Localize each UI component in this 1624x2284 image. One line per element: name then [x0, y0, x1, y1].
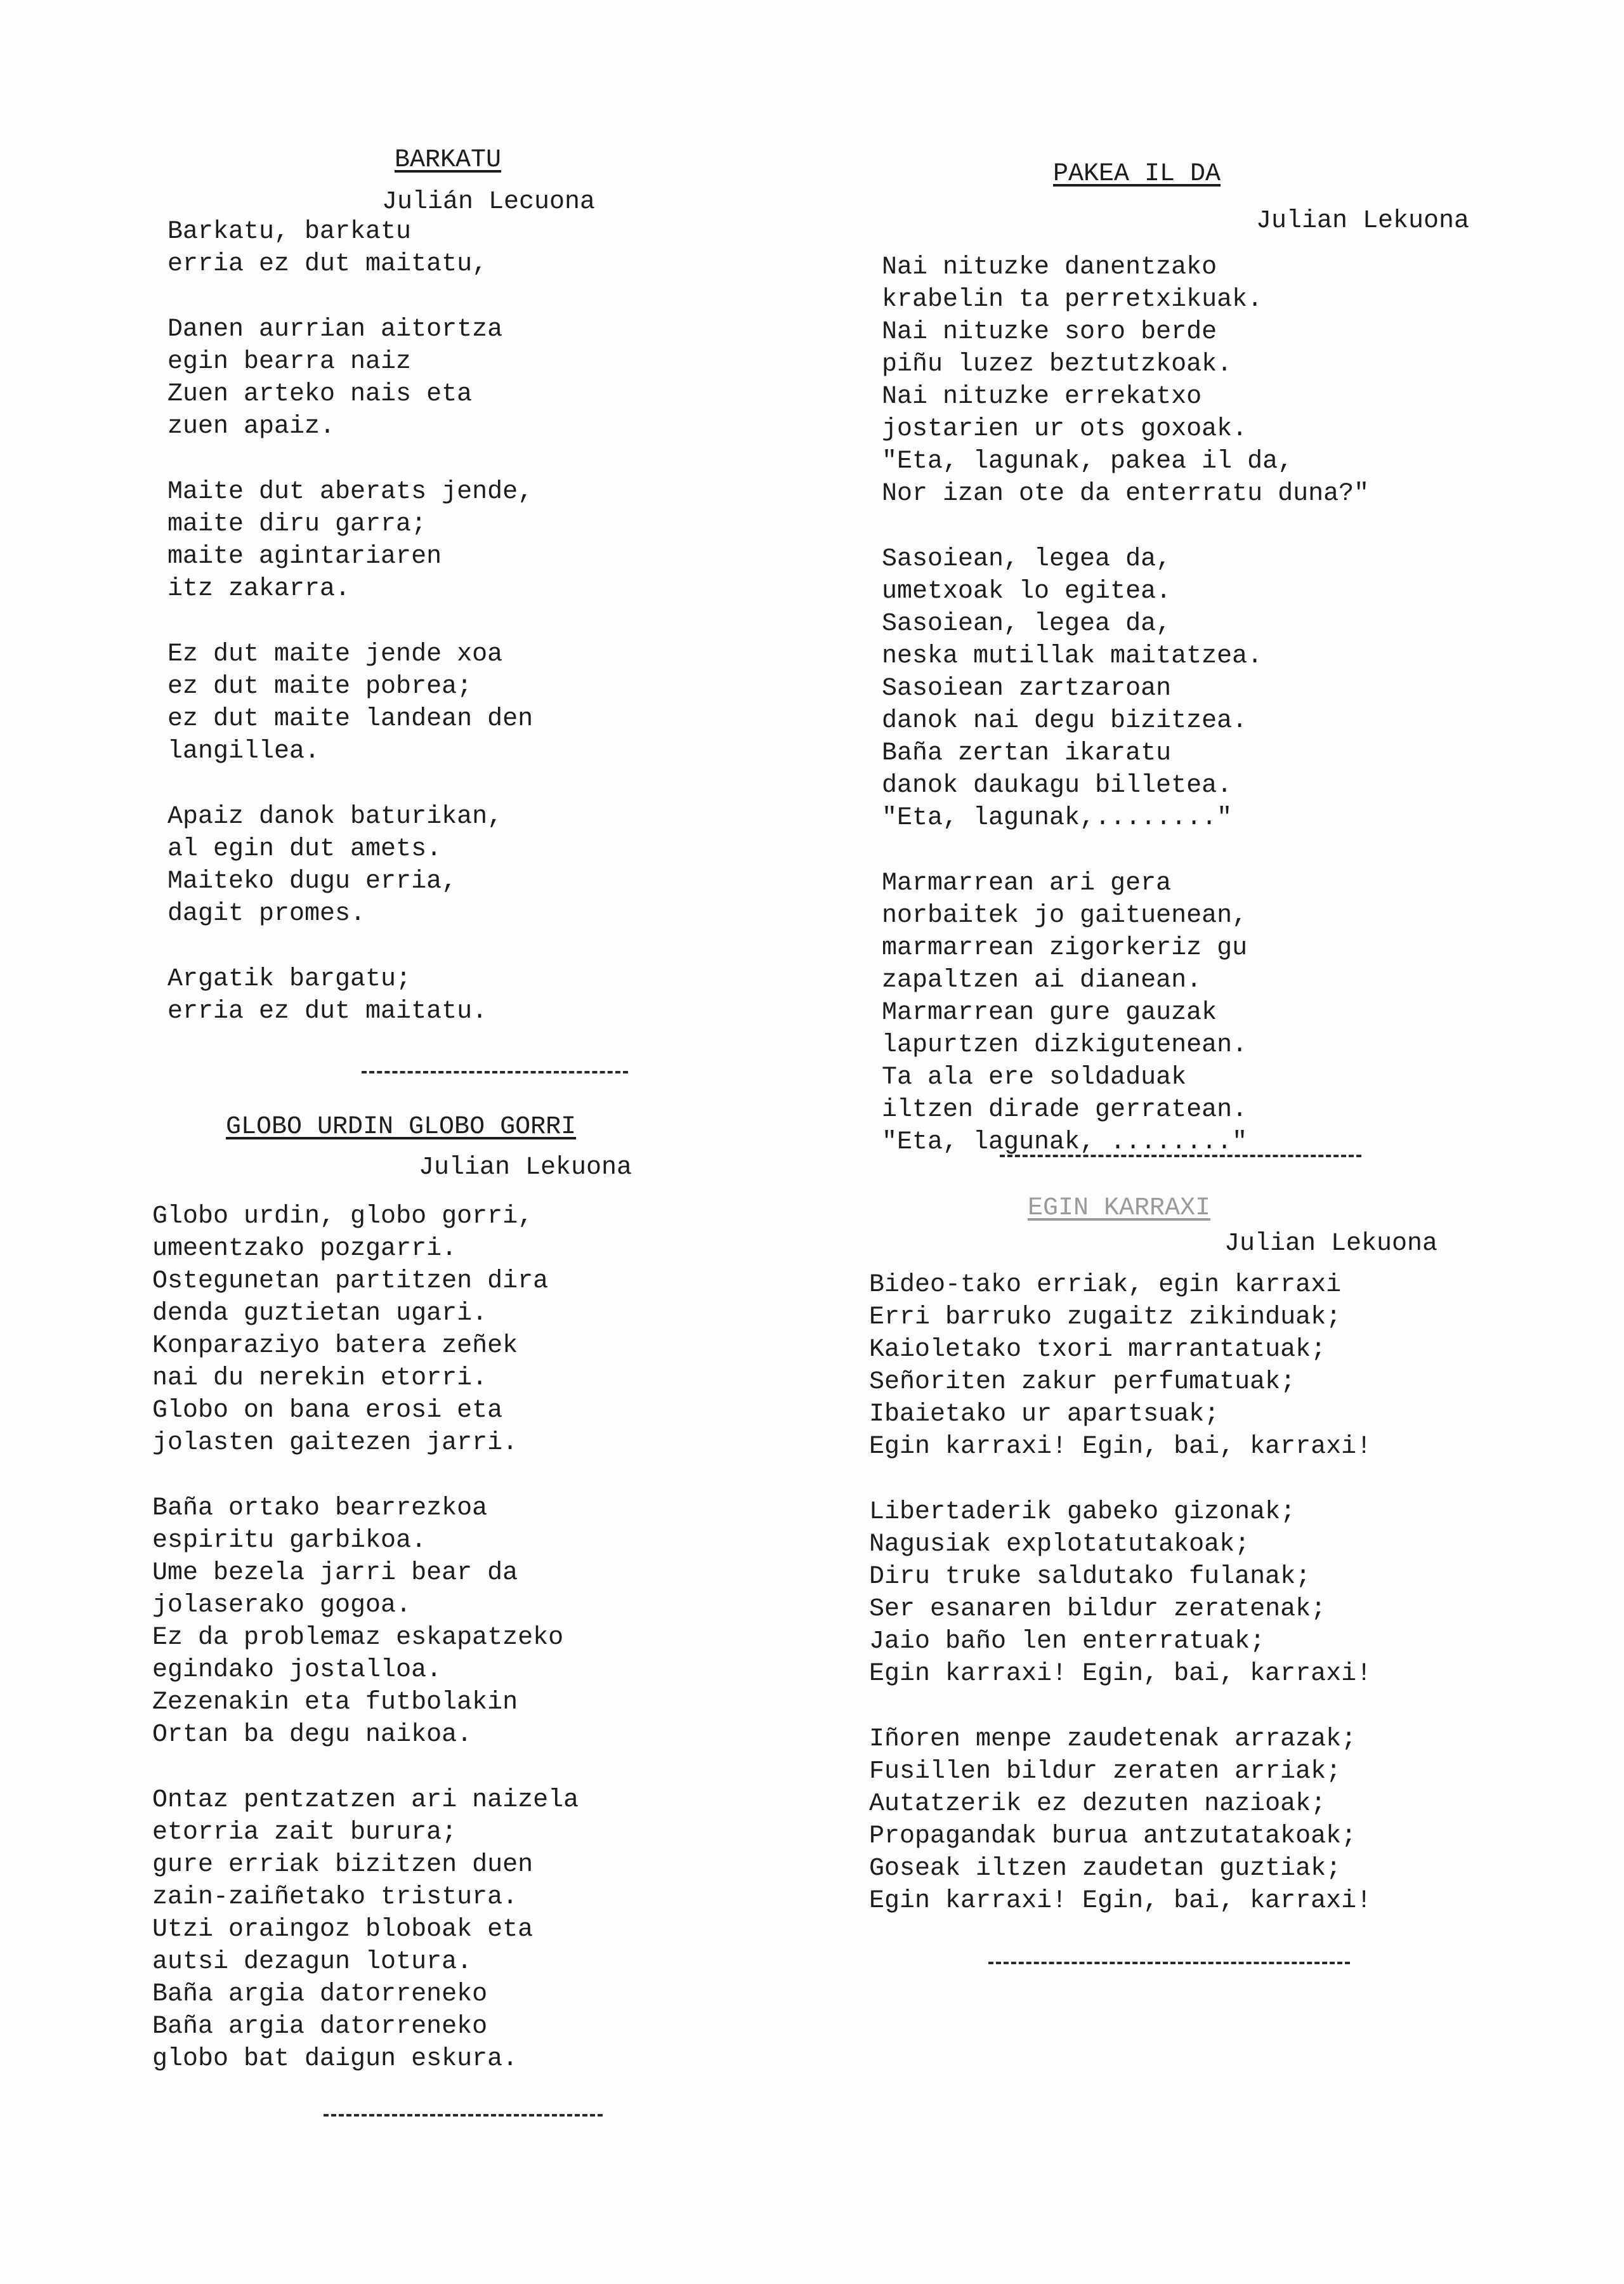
- poem-line: etorria zait burura;: [152, 1818, 457, 1847]
- poem-line: maite agintariaren: [167, 542, 442, 571]
- poem-line: neska mutillak maitatzea.: [882, 642, 1263, 671]
- poem-line: globo bat daigun eskura.: [152, 2045, 518, 2073]
- poem-line: Nor izan ote da enterratu duna?": [882, 480, 1370, 508]
- poem-line: "Eta, lagunak, ........": [882, 1128, 1248, 1157]
- poem-line: Marmarrean ari gera: [882, 869, 1172, 898]
- poem-title: BARKATU: [395, 146, 502, 174]
- poem-line: Iñoren menpe zaudetenak arrazak;: [869, 1725, 1357, 1754]
- poem-line: autsi dezagun lotura.: [152, 1948, 473, 1976]
- poem-line: Egin karraxi! Egin, bai, karraxi!: [869, 1887, 1372, 1915]
- poem-title: EGIN KARRAXI: [1028, 1194, 1211, 1223]
- poem-line: Marmarrean gure gauzak: [882, 999, 1217, 1027]
- poem-line: Baña ortako bearrezkoa: [152, 1494, 488, 1523]
- poem-line: norbaitek jo gaituenean,: [882, 902, 1248, 930]
- poem-line: Ser esanaren bildur zeratenak;: [869, 1595, 1326, 1624]
- poem-line: Nagusiak explotatutakoak;: [869, 1530, 1250, 1559]
- poem-line: Baña argia datorreneko: [152, 1980, 488, 2009]
- poem-line: dagit promes.: [167, 900, 366, 928]
- poem-line: nai du nerekin etorri.: [152, 1364, 488, 1393]
- poem-line: krabelin ta perretxikuak.: [882, 286, 1263, 314]
- poem-line: iltzen dirade gerratean.: [882, 1096, 1248, 1124]
- poem-line: Ontaz pentzatzen ari naizela: [152, 1786, 579, 1815]
- poem-line: Zuen arteko nais eta: [167, 380, 473, 409]
- poem-line: Ostegunetan partitzen dira: [152, 1267, 549, 1296]
- poem-line: umetxoak lo egitea.: [882, 577, 1172, 606]
- poem-line: Globo urdin, globo gorri,: [152, 1202, 534, 1231]
- poem-line: maite diru garra;: [167, 510, 427, 539]
- poem-line: erria ez dut maitatu.: [167, 997, 488, 1026]
- section-divider: [362, 1071, 628, 1073]
- poem-line: Bideo-tako erriak, egin karraxi: [869, 1271, 1342, 1299]
- poem-line: marmarrean zigorkeriz gu: [882, 934, 1248, 962]
- poem-author: Julian Lekuona: [1224, 1230, 1438, 1258]
- poem-line: Zezenakin eta futbolakin: [152, 1688, 518, 1717]
- poem-line: Erri barruko zugaitz zikinduak;: [869, 1303, 1342, 1332]
- poem-line: danok nai degu bizitzea.: [882, 707, 1248, 735]
- poem-line: denda guztietan ugari.: [152, 1299, 488, 1328]
- poem-line: Ta ala ere soldaduak: [882, 1063, 1187, 1092]
- poem-line: Ume bezela jarri bear da: [152, 1559, 518, 1587]
- poem-line: jolasten gaitezen jarri.: [152, 1429, 518, 1457]
- poem-line: langillea.: [167, 737, 320, 766]
- poem-line: Baña argia datorreneko: [152, 2012, 488, 2041]
- poem-line: ez dut maite pobrea;: [167, 673, 473, 701]
- poem-line: "Eta, lagunak, pakea il da,: [882, 447, 1293, 476]
- poem-title: GLOBO URDIN GLOBO GORRI: [226, 1113, 577, 1141]
- poem-line: Konparaziyo batera zeñek: [152, 1332, 518, 1360]
- poem-line: piñu luzez beztutzkoak.: [882, 350, 1233, 379]
- section-divider: [324, 2114, 603, 2117]
- poem-line: Egin karraxi! Egin, bai, karraxi!: [869, 1433, 1372, 1461]
- section-divider: [1000, 1155, 1361, 1157]
- poem-line: zain-zaiñetako tristura.: [152, 1883, 518, 1912]
- poem-line: umeentzako pozgarri.: [152, 1235, 457, 1263]
- poem-line: Ortan ba degu naikoa.: [152, 1721, 473, 1749]
- poem-line: lapurtzen dizkigutenean.: [882, 1031, 1248, 1060]
- poem-line: zapaltzen ai dianean.: [882, 966, 1202, 995]
- poem-line: Sasoiean zartzaroan: [882, 674, 1172, 703]
- poem-line: Fusillen bildur zeraten arriak;: [869, 1757, 1342, 1786]
- poem-line: Ez da problemaz eskapatzeko: [152, 1624, 564, 1652]
- poem-line: Libertaderik gabeko gizonak;: [869, 1498, 1296, 1526]
- poem-author: Julian Lekuona: [1256, 207, 1470, 235]
- poem-author: Julián Lecuona: [382, 188, 596, 216]
- poem-line: Goseak iltzen zaudetan guztiak;: [869, 1854, 1342, 1883]
- poem-line: itz zakarra.: [167, 575, 351, 603]
- poem-line: Apaiz danok baturikan,: [167, 803, 503, 831]
- poem-title: PAKEA IL DA: [1053, 160, 1221, 188]
- poem-line: Sasoiean, legea da,: [882, 545, 1172, 574]
- poem-line: Nai nituzke soro berde: [882, 318, 1217, 346]
- poem-line: Danen aurrian aitortza: [167, 315, 503, 344]
- section-divider: [988, 1962, 1350, 1964]
- poem-line: zuen apaiz.: [167, 412, 336, 441]
- poem-line: Nai nituzke errekatxo: [882, 383, 1202, 411]
- poem-line: Baña zertan ikaratu: [882, 739, 1172, 768]
- poem-line: Ibaietako ur apartsuak;: [869, 1400, 1220, 1429]
- poem-line: "Eta, lagunak,........": [882, 804, 1233, 832]
- poem-line: egin bearra naiz: [167, 348, 412, 376]
- poem-line: Argatik bargatu;: [167, 965, 412, 994]
- poem-line: danok daukagu billetea.: [882, 771, 1233, 800]
- poem-line: gure erriak bizitzen duen: [152, 1851, 534, 1879]
- poem-line: Maite dut aberats jende,: [167, 478, 534, 506]
- poem-line: ez dut maite landean den: [167, 705, 534, 733]
- poem-line: Utzi oraingoz bloboak eta: [152, 1915, 534, 1944]
- poem-line: Nai nituzke danentzako: [882, 253, 1217, 282]
- poem-line: Jaio baño len enterratuak;: [869, 1627, 1266, 1656]
- poem-line: Egin karraxi! Egin, bai, karraxi!: [869, 1660, 1372, 1688]
- poem-line: Maiteko dugu erria,: [167, 867, 457, 896]
- poem-author: Julian Lekuona: [419, 1153, 632, 1182]
- poem-line: Sasoiean, legea da,: [882, 610, 1172, 638]
- poem-line: Ez dut maite jende xoa: [167, 640, 503, 669]
- poem-line: egindako jostalloa.: [152, 1656, 442, 1684]
- poem-line: erria ez dut maitatu,: [167, 250, 488, 279]
- poem-line: espiritu garbikoa.: [152, 1526, 427, 1555]
- poem-line: Kaioletako txori marrantatuak;: [869, 1336, 1326, 1364]
- poem-line: Globo on bana erosi eta: [152, 1396, 503, 1425]
- poem-line: jostarien ur ots goxoak.: [882, 415, 1248, 443]
- poem-line: Señoriten zakur perfumatuak;: [869, 1368, 1296, 1396]
- poem-line: Barkatu, barkatu: [167, 218, 412, 246]
- poem-line: jolaserako gogoa.: [152, 1591, 412, 1620]
- poem-line: Autatzerik ez dezuten nazioak;: [869, 1790, 1326, 1818]
- poem-line: Diru truke saldutako fulanak;: [869, 1563, 1311, 1591]
- poem-line: al egin dut amets.: [167, 835, 442, 863]
- poem-line: Propagandak burua antzutatakoak;: [869, 1822, 1357, 1851]
